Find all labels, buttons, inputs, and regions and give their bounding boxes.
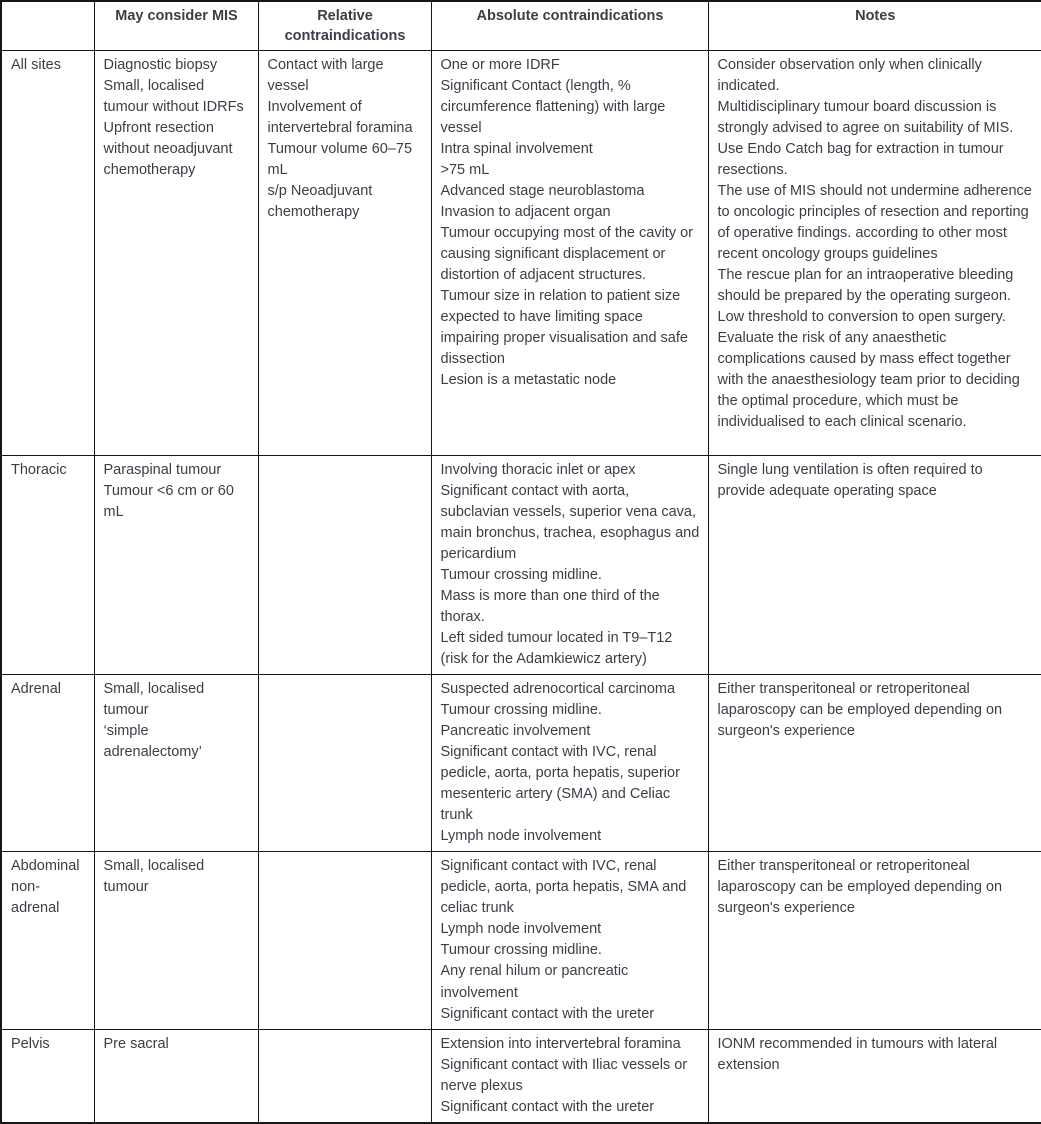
cell-text-line: Significant contact with the ureter (440, 1005, 655, 1022)
cell-text-line: Suspected adrenocortical carcinoma (440, 681, 676, 698)
column-header-may-consider-mis: May consider MIS (94, 1, 258, 51)
cell-text-line: Significant contact with aorta, subclavian vessels, superior vena cava, main bronchus, trachea, esophagus and pericardium (440, 483, 700, 563)
relative-contraindications-cell (258, 1029, 431, 1123)
cell-text-line: Advanced stage neuroblastoma (440, 183, 645, 200)
cell-text-line: Tumour crossing midline. (440, 702, 602, 719)
cell-text-line: Either transperitoneal or retroperitoneal laparoscopy can be employed depending on surgeon's experience (717, 858, 1003, 917)
cell-text-line: Tumour crossing midline. (440, 567, 602, 584)
relative-contraindications-cell (258, 852, 431, 1029)
column-header-notes: Notes (708, 1, 1041, 51)
header-row (1, 1, 1041, 51)
cell-text-line: Left sided tumour located in T9–T12 (risk for the Adamkiewicz artery) (440, 630, 673, 668)
cell-text-line: Use Endo Catch bag for extraction in tumour resections. (717, 141, 1004, 179)
cell-text-line: Tumour volume 60–75 mL (267, 141, 413, 179)
cell-text-line: ‘simple adrenalectomy’ (103, 723, 202, 761)
cell-text-line: Invasion to adjacent organ (440, 204, 611, 221)
cell-text-line: Multidisciplinary tumour board discussion is strongly advised to agree on suitability of MIS. (717, 99, 1014, 137)
column-header-absolute-contraindications: Absolute contraindications (431, 1, 708, 51)
cell-text-line: Tumour crossing midline. (440, 942, 602, 959)
column-header-relative-contraindications: Relative contraindications (258, 1, 431, 51)
cell-text-line: Significant Contact (length, % circumference flattening) with large vessel (440, 78, 666, 137)
site-cell: Abdominal non-adrenal (1, 852, 94, 1029)
site-cell: Thoracic (1, 456, 94, 675)
cell-text-line: Either transperitoneal or retroperitoneal laparoscopy can be employed depending on surgeon's experience (717, 681, 1003, 740)
cell-text-line: Small, localised tumour (103, 858, 205, 896)
cell-text-line: Lymph node involvement (440, 921, 602, 938)
cell-text-line: Tumour size in relation to patient size expected to have limiting space impairing proper visualisation and safe dissection (440, 288, 688, 368)
absolute-contraindications-cell (431, 675, 708, 852)
cell-text-line: Mass is more than one third of the thorax. (440, 588, 660, 626)
site-cell: Adrenal (1, 675, 94, 852)
cell-text-line: Any renal hilum or pancreatic involvement (440, 963, 629, 1001)
notes-cell (708, 1029, 1041, 1123)
cell-text-line: Paraspinal tumour (103, 462, 222, 479)
cell-text-line: Contact with large vessel (267, 57, 384, 95)
cell-text-line: Intra spinal involvement (440, 141, 593, 158)
table-row-all-sites (1, 51, 1041, 456)
cell-text-line: Significant contact with IVC, renal pedicle, aorta, porta hepatis, SMA and celiac trunk (440, 858, 687, 917)
cell-text-line: Lesion is a metastatic node (440, 372, 617, 389)
may-consider-cell (94, 1029, 258, 1123)
relative-contraindications-cell (258, 675, 431, 852)
cell-text-line: Tumour <6 cm or 60 mL (103, 483, 234, 521)
table-row-pelvis (1, 1029, 1041, 1123)
cell-text-line: Significant contact with Iliac vessels or nerve plexus (440, 1056, 688, 1094)
absolute-contraindications-cell (431, 456, 708, 675)
cell-text-line: The rescue plan for an intraoperative bleeding should be prepared by the operating surgeon. (717, 267, 1014, 305)
site-cell: All sites (1, 51, 94, 456)
cell-text-line: Low threshold to conversion to open surgery. (717, 309, 1006, 326)
cell-text-line: Single lung ventilation is often required to provide adequate operating space (717, 462, 983, 500)
absolute-contraindications-cell (431, 1029, 708, 1123)
cell-text-line: Significant contact with the ureter (440, 1098, 655, 1115)
table-row-adrenal (1, 675, 1041, 852)
cell-text-line: Extension into intervertebral foramina (440, 1035, 681, 1052)
cell-text-line: The use of MIS should not undermine adherence to oncologic principles of resection and reporting of operative findings. according to other most recent oncology groups guidelines (717, 183, 1032, 263)
relative-contraindications-cell (258, 456, 431, 675)
may-consider-cell (94, 456, 258, 675)
cell-text-line: Lymph node involvement (440, 828, 602, 845)
cell-text-line: Involving thoracic inlet or apex (440, 462, 636, 479)
absolute-contraindications-cell (431, 51, 708, 456)
notes-cell (708, 51, 1041, 456)
notes-cell (708, 852, 1041, 1029)
cell-text-line: One or more IDRF (440, 57, 560, 74)
cell-text-line: s/p Neoadjuvant chemotherapy (267, 183, 373, 221)
may-consider-cell (94, 51, 258, 456)
cell-text-line: >75 mL (440, 162, 490, 179)
absolute-contraindications-cell (431, 852, 708, 1029)
cell-text-line: Involvement of intervertebral foramina (267, 99, 413, 137)
table-row-abdominal-non-adrenal (1, 852, 1041, 1029)
cell-text-line: Significant contact with IVC, renal pedicle, aorta, porta hepatis, superior mesenteric artery (SMA) and Celiac trunk (440, 744, 680, 824)
notes-cell (708, 456, 1041, 675)
notes-cell (708, 675, 1041, 852)
may-consider-cell (94, 675, 258, 852)
cell-text-line: Diagnostic biopsy (103, 57, 218, 74)
cell-text-line: IONM recommended in tumours with lateral extension (717, 1035, 998, 1073)
cell-text-line: Upfront resection without neoadjuvant chemotherapy (103, 120, 233, 179)
relative-contraindications-cell (258, 51, 431, 456)
corner-header-cell (1, 1, 94, 51)
cell-text-line: Consider observation only when clinically indicated. (717, 57, 982, 95)
cell-text-line: Pre sacral (103, 1035, 169, 1052)
table-row-thoracic (1, 456, 1041, 675)
cell-text-line: Tumour occupying most of the cavity or causing significant displacement or distortion of adjacent structures. (440, 225, 694, 284)
cell-text-line: Evaluate the risk of any anaesthetic complications caused by mass effect together with the anaesthesiology team prior to deciding the optimal procedure, which must be individualised to each clinical scenario. (717, 330, 1020, 431)
cell-text-line: Small, localised tumour without IDRFs (103, 78, 244, 116)
may-consider-cell (94, 852, 258, 1029)
cell-text-line: Small, localised tumour (103, 681, 205, 719)
site-cell: Pelvis (1, 1029, 94, 1123)
cell-text-line: Pancreatic involvement (440, 723, 591, 740)
